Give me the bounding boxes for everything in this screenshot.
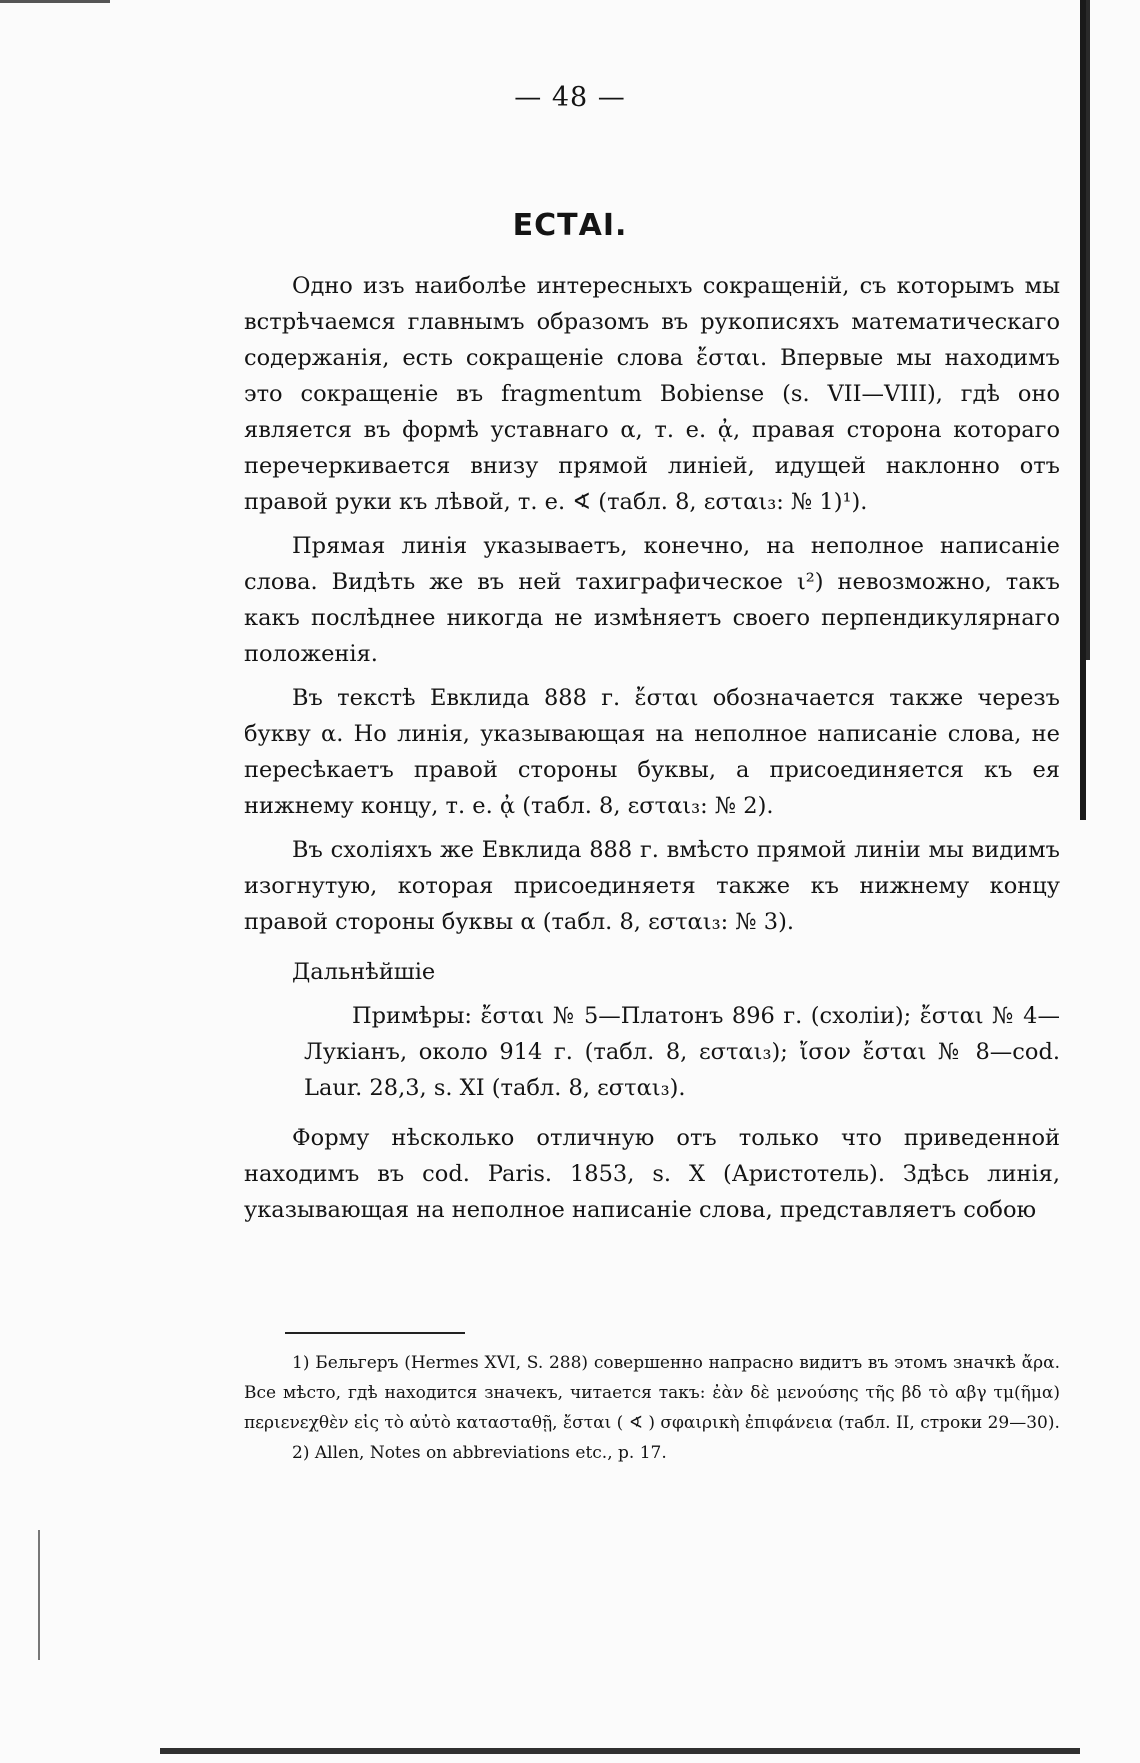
section-heading: ЕСТАІ. [512,208,628,243]
paragraph: Въ схоліяхъ же Евклида 888 г. вмѣсто прямой линіи мы видимъ изогнутую, которая присоединяетя также къ нижнему концу правой стороны буквы α (табл. 8, εσται₃: № 3). [244,837,1060,935]
paragraph: Одно изъ наиболѣе интересныхъ сокращеній, съ которымъ мы встрѣчаемся главнымъ образомъ въ рукописяхъ математическаго содержанія, есть сокращеніе слова ἔσται. Впервые мы находимъ это сокращеніе въ fragmentum Bobiense (s. VII—VIII), гдѣ оно является въ формѣ уставнаго α, т. е. ᾀ, правая сторона котораго перечеркивается внизу прямой линіей, идущей наклонно отъ правой руки къ лѣвой, т. е. ∢ (табл. 8, εσται₃: № 1)¹). [244,273,1060,515]
paragraph: Форму нѣсколько отличную отъ только что приведенной находимъ въ cod. Paris. 1853, s. X (Аристотель). Здѣсь линія, указывающая на неполное написаніе слова, представляетъ собою [244,1125,1060,1223]
body-text [244,268,1060,1236]
paragraph: Дальнѣйшіе [292,959,436,985]
paragraph: Прямая линія указываетъ, конечно, на неполное написаніе слова. Видѣть же въ ней тахиграфическое ι²) невозможно, такъ какъ послѣднее никогда не измѣняетъ своего перпендикулярнаго положенія. [244,533,1060,667]
scan-edge-top [0,0,110,3]
footnote: 2) Allen, Notes on abbreviations etc., p. 17. [292,1443,667,1463]
paragraph: Въ текстѣ Евклида 888 г. ἔσται обозначается также черезъ букву α. Но линія, указывающая на неполное написаніе слова, не пересѣкаетъ правой стороны буквы, а присоединяется къ ея нижнему концу, т. е. ᾀ (табл. 8, εσται₃: № 2). [244,685,1060,819]
footnotes [244,1348,1060,1468]
scan-edge-left [38,1530,40,1660]
footnote: 1) Бельгеръ (Hermes XVI, S. 288) совершенно напрасно видитъ въ этомъ значкѣ ἄρα. Все мѣсто, гдѣ находится значекъ, читается такъ: ἐὰν δὲ μενούσης τῆς βδ τὸ αβγ τμ(ῆμα) περιενεχθὲν εἰς τὸ αὐτὸ κατασταθῇ, ἔσται ( ∢ ) σφαιρικὴ ἐπιφάνεια (табл. II, строки 29—30). [244,1353,1060,1433]
scan-edge-bottom [160,1748,1080,1754]
footnote-rule [285,1332,465,1334]
page-number: — 48 — [514,82,626,113]
paragraph: Примѣры: ἔσται № 5—Платонъ 896 г. (схоліи); ἔσται № 4—Лукіанъ, около 914 г. (табл. 8, εσται₃); ἴσον ἔσται № 8—cod. Laur. 28,3, s. XI (табл. 8, εσται₃). [304,1003,1060,1101]
